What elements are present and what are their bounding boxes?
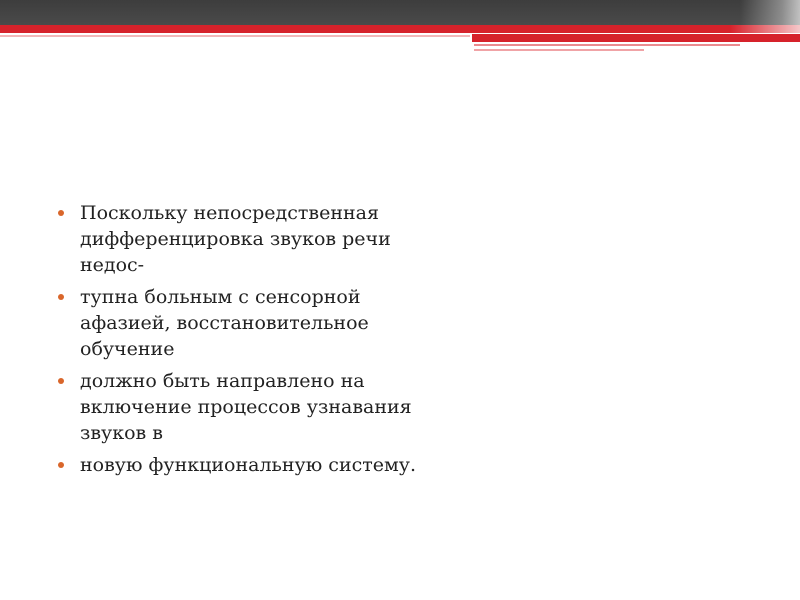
decorative-stripe <box>0 35 470 37</box>
bullet-item <box>56 452 416 478</box>
decorative-stripe <box>474 49 644 51</box>
bullet-item <box>56 368 416 446</box>
decorative-stripe <box>472 34 800 42</box>
header-bar <box>0 0 800 25</box>
bullet-icon <box>58 210 64 216</box>
slide-content <box>56 200 416 484</box>
bullet-icon <box>58 294 64 300</box>
bullet-text: тупна больным с сенсорной афазией, восстановительное обучение <box>80 286 369 360</box>
bullet-icon <box>58 462 64 468</box>
decorative-stripe <box>474 44 740 46</box>
header-fade <box>740 0 800 25</box>
bullet-text: новую функциональную систему. <box>80 454 416 476</box>
bullet-icon <box>58 378 64 384</box>
bullet-text: Поскольку непосредственная дифференцировка звуков речи недос- <box>80 202 391 276</box>
bullet-list <box>56 200 416 478</box>
accent-bar <box>0 25 800 33</box>
bullet-item <box>56 284 416 362</box>
bullet-item <box>56 200 416 278</box>
bullet-text: должно быть направлено на включение процессов узнавания звуков в <box>80 370 412 444</box>
